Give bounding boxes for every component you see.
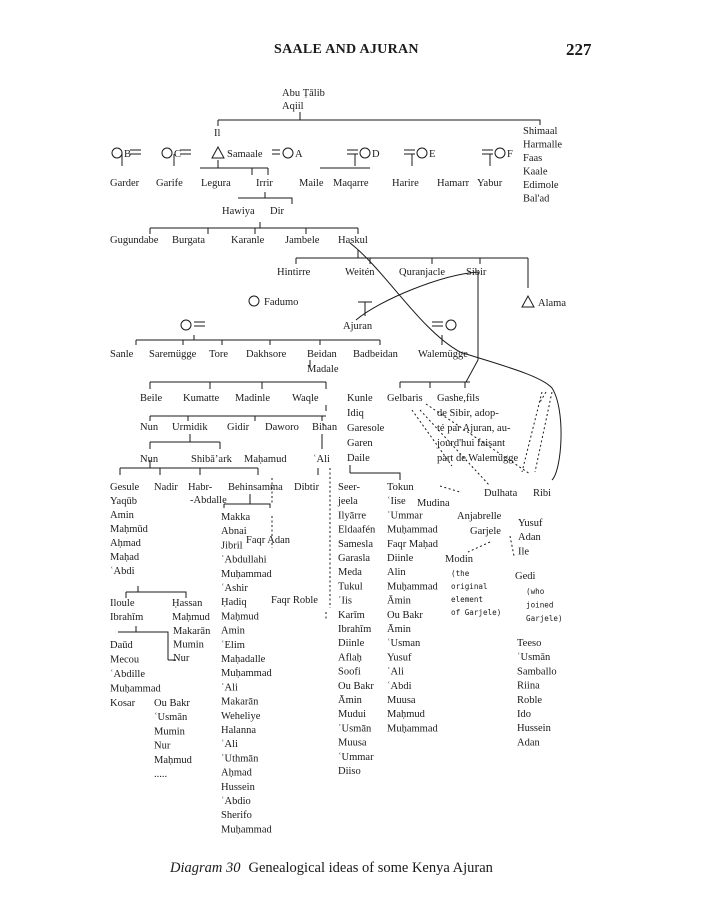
name-tokun-4: Faqr Maḥad	[387, 538, 439, 550]
name-tokun-8: Āmin	[387, 595, 411, 607]
label-e: E	[429, 149, 436, 160]
name-gedi-sons-5: Ido	[517, 709, 531, 720]
label-madale: Madale	[307, 364, 339, 375]
name-gedi-note-2: Garjele)	[526, 614, 563, 623]
name-tokun-15: Muusa	[387, 695, 416, 706]
name-modin-note-2: element	[451, 595, 484, 604]
label-samaale: Samaale	[227, 149, 263, 160]
label-bihan: Biħan	[312, 422, 338, 433]
column-gedi-sons	[517, 638, 557, 748]
name-modin-note-0: (the	[451, 569, 470, 578]
label-anjabrelle: Anjabrelle	[457, 511, 502, 522]
column-makaran	[173, 626, 211, 664]
name-nun-sons-0: Gesule	[110, 482, 140, 493]
name-tokun-17: Muḥammad	[387, 723, 438, 735]
name-gedi-note-1: joined	[526, 600, 554, 610]
name-kunle-2: Garesole	[347, 423, 385, 434]
label-nadir: Nadir	[154, 482, 178, 493]
label-gedi: Gedi	[515, 571, 536, 582]
label-legura: Legura	[201, 178, 231, 189]
name-nun-sons-1: Yaqūb	[110, 496, 137, 507]
name-kunle-1: Idiq	[347, 408, 364, 419]
column-nun-sons	[110, 482, 149, 577]
name-ibrahim-sons-2: ʿAbdille	[110, 669, 145, 680]
column-ribi-sons	[518, 518, 543, 557]
name-makka-16: ʿAli	[221, 739, 238, 751]
label-faqr-roble: Faqr Roble	[271, 595, 318, 606]
label-daworo: Daworo	[265, 422, 299, 433]
label-ii: Il	[214, 128, 221, 139]
label-gelbaris: Gelbaris	[387, 393, 423, 404]
name-makka-17: ʿUthmān	[221, 753, 259, 765]
name-tokun-2: ʿUmmar	[387, 510, 423, 522]
name-seerjeela-4: Samesla	[338, 538, 373, 550]
label-urmidik: Urmidik	[172, 422, 208, 433]
name-seerjeela-18: Muusa	[338, 737, 367, 749]
name-gedi-sons-1: ʿUsmān	[517, 652, 551, 664]
name-kunle-4: Daile	[347, 453, 370, 464]
name-ribi-0: Yusuf	[518, 518, 543, 529]
name-nun-sons-6: ʿAbdi	[110, 566, 135, 577]
name-nun-sons-5: Maḥad	[110, 552, 140, 563]
name-makka-1: Abnai	[221, 526, 247, 538]
figure-caption	[170, 860, 493, 877]
name-makaran-0: Makarān	[173, 626, 211, 637]
column-modin-note	[451, 569, 501, 617]
name-seerjeela-2: Ilyārre	[338, 510, 366, 522]
caption-text: Genealogical ideas of some Kenya Ajuran	[248, 860, 493, 876]
label-ibrahim: Ibrahīm	[110, 612, 144, 623]
name-shimaal-4: Edimole	[523, 180, 559, 191]
label-b: B	[124, 149, 132, 160]
page-number: 227	[566, 40, 592, 59]
name-gedi-sons-6: Hussein	[517, 723, 551, 735]
label-walemugge: Walemügge	[418, 349, 468, 360]
name-makka-10: Maḥadalle	[221, 654, 266, 665]
name-seerjeela-19: ʿUmmar	[338, 751, 374, 763]
label-mahmud-h: Maḥmud	[172, 612, 210, 623]
caption-label: Diagram 30	[170, 860, 241, 876]
label-kumatte: Kumatte	[183, 393, 220, 404]
name-seerjeela-11: Diinle	[338, 638, 365, 650]
name-makka-21: Sherifo	[221, 810, 252, 822]
name-gashe-note-4: part de Walemügge	[437, 453, 519, 464]
label-behinsamma: Behinsamma	[228, 482, 283, 493]
label-maile: Maile	[299, 178, 324, 189]
label-dulhata: Dulhata	[484, 488, 518, 499]
label-garjele: Garjele	[470, 526, 501, 537]
name-seerjeela-20: Diiso	[338, 766, 361, 777]
label-haskul: Haskul	[338, 235, 368, 246]
name-gashe-note-2: té par Ajuran, au-	[437, 423, 511, 434]
label-jambele: Jambele	[285, 235, 320, 246]
label-maqarre: Maqarre	[333, 178, 369, 189]
label-hintirre: Hintirre	[277, 267, 311, 278]
label-burgata: Burgata	[172, 235, 206, 246]
name-tokun-13: ʿAli	[387, 666, 404, 678]
label-nun-2: Nun	[140, 454, 159, 465]
name-gedi-sons-0: Teeso	[517, 638, 542, 649]
name-makka-11: Muḥammad	[221, 668, 272, 680]
name-seerjeela-7: Tukul	[338, 581, 363, 593]
name-makka-13: Makarān	[221, 696, 259, 708]
label-hawiya: Hawiya	[222, 206, 255, 217]
label-sanle: Sanle	[110, 349, 134, 360]
label-quranjacle: Quranjacle	[399, 267, 446, 278]
name-gedi-sons-4: Roble	[517, 694, 543, 706]
label-iloule: Iloule	[110, 598, 135, 609]
label-harire: Harire	[392, 178, 419, 189]
label-c: C	[174, 149, 182, 160]
label-mahamud: Maḥamud	[244, 454, 287, 465]
name-makka-22: Muḥammad	[221, 824, 272, 836]
name-shimaal-1: Harmalle	[523, 139, 563, 151]
label-habr: Habr-	[188, 482, 213, 493]
name-kunle-0: Kunle	[347, 393, 373, 404]
column-makka	[221, 512, 272, 835]
name-seerjeela-0: Seer-	[338, 482, 360, 493]
column-kunle	[347, 393, 385, 464]
name-seerjeela-14: Ou Bakr	[338, 680, 374, 692]
name-seerjeela-15: Āmin	[338, 695, 362, 706]
name-kunle-3: Garen	[347, 438, 373, 449]
name-nun-sons-3: Maḥmūd	[110, 524, 148, 535]
name-modin-note-1: original	[451, 582, 488, 591]
running-header: SAALE AND AJURAN	[274, 42, 419, 57]
name-nur-line-1: ʿUsmān	[154, 712, 188, 724]
name-makka-5: ʿAshir	[221, 583, 248, 594]
column-gedi-note	[526, 587, 563, 623]
name-tokun-9: Ou Bakr	[387, 609, 423, 621]
name-makka-14: Weheliye	[221, 710, 261, 722]
name-seerjeela-10: Ibrahīm	[338, 624, 372, 635]
name-gedi-sons-3: Riina	[517, 680, 540, 692]
label-irrir: Irrir	[256, 178, 273, 189]
label-tore: Tore	[209, 349, 229, 360]
name-tokun-6: Alin	[387, 567, 406, 579]
label-ajuran: Ajuran	[343, 321, 373, 332]
name-seerjeela-16: Mudui	[338, 709, 367, 721]
label-saremugge: Saremügge	[149, 349, 197, 360]
name-makka-15: Halanna	[221, 725, 256, 736]
name-nun-sons-4: Aḥmad	[110, 538, 141, 549]
label-yabur: Yabur	[477, 178, 503, 189]
label-hamarr: Hamarr	[437, 178, 470, 189]
label-aqiil: Aqiil	[282, 101, 304, 112]
name-tokun-10: Āmin	[387, 624, 411, 635]
name-gedi-note-0: (who	[526, 587, 545, 596]
name-makka-19: Hussein	[221, 781, 255, 793]
name-ribi-1: Adan	[518, 532, 541, 544]
name-ribi-2: Ile	[518, 546, 530, 558]
label-nun-1: Nun	[140, 422, 159, 433]
column-nur-line	[154, 698, 193, 780]
name-makka-6: Ḥadiq	[221, 597, 247, 609]
label-weiten: Weitén	[345, 267, 375, 278]
name-seerjeela-9: Karīm	[338, 609, 365, 621]
name-nur-line-0: Ou Bakr	[154, 698, 190, 709]
name-tokun-0: Tokun	[387, 482, 414, 493]
name-makka-9: ʿElim	[221, 639, 245, 651]
label-garder: Garder	[110, 178, 140, 189]
label-ribi: Ribi	[533, 488, 552, 499]
column-seerjeela	[337, 482, 376, 777]
label-madinle: Madinle	[235, 393, 270, 404]
name-seerjeela-1: jeela	[338, 496, 358, 508]
label-f: F	[507, 149, 513, 160]
name-makka-0: Makka	[221, 512, 251, 523]
label-abdalle: -Abdalle	[190, 495, 227, 506]
name-makaran-1: Mumin	[173, 639, 204, 651]
name-tokun-1: ʿIise	[387, 496, 406, 508]
label-gidir: Gidir	[227, 422, 250, 433]
name-seerjeela-5: Garasla	[338, 553, 371, 564]
name-ibrahim-sons-4: Kosar	[110, 698, 136, 709]
name-tokun-16: Maḥmud	[387, 709, 425, 721]
column-gashe-note	[436, 393, 519, 464]
name-makka-4: Muḥammad	[221, 568, 272, 580]
label-shibaark: Shibāʼark	[191, 454, 232, 465]
label-alama: Alama	[538, 298, 566, 309]
name-gashe-note-3: jourd'hui faisant	[437, 438, 506, 449]
name-nur-line-3: Nur	[154, 740, 171, 752]
label-d: D	[372, 149, 380, 160]
name-seerjeela-3: Eldaafén	[338, 524, 376, 536]
label-dir: Dir	[270, 206, 284, 217]
name-tokun-12: Yusuf	[387, 652, 412, 664]
name-ibrahim-sons-3: Muḥammad	[110, 683, 161, 695]
name-tokun-7: Muḥammad	[387, 581, 438, 593]
name-shimaal-5: Bal'ad	[523, 193, 550, 205]
name-makka-8: Amin	[221, 625, 245, 637]
name-makka-12: ʿAli	[221, 682, 238, 694]
name-tokun-11: ʿUsman	[387, 638, 421, 650]
name-gedi-sons-2: Samballo	[517, 666, 557, 678]
name-shimaal-0: Shimaal	[523, 126, 558, 137]
name-shimaal-2: Faas	[523, 153, 543, 164]
label-abu-talib: Abu Ṭālib	[282, 88, 325, 99]
label-ali-top: ʿAli	[313, 454, 330, 465]
name-gedi-sons-7: Adan	[517, 737, 540, 749]
column-shimaal	[523, 126, 562, 205]
name-shimaal-3: Kaale	[523, 166, 548, 178]
name-makka-3: ʿAbdullahi	[221, 554, 267, 566]
name-modin-note-3: of Garjele)	[451, 608, 502, 617]
name-nur-line-2: Mumin	[154, 726, 185, 738]
name-makka-2: Jibril	[221, 540, 243, 552]
column-tokun	[387, 482, 439, 734]
name-seerjeela-8: ʿIis	[338, 595, 352, 607]
label-dibtir: Dibtir	[294, 482, 320, 493]
name-gashe-note-0: Gashe,fils	[437, 393, 480, 404]
label-a: A	[295, 149, 303, 160]
label-modin: Modin	[445, 554, 474, 565]
name-nun-sons-2: Amin	[110, 510, 134, 521]
name-tokun-3: Muḥammad	[387, 524, 438, 536]
label-badbeidan: Badbeidan	[353, 349, 398, 360]
name-seerjeela-17: ʿUsmān	[338, 723, 372, 735]
label-mudina: Mudina	[417, 498, 450, 509]
name-nur-line-5: .....	[154, 769, 168, 780]
label-beidan: Beidan	[307, 349, 337, 360]
label-waqle: Waqle	[292, 393, 319, 404]
name-ibrahim-sons-1: Mecou	[110, 654, 140, 666]
label-karanle: Karanle	[231, 235, 265, 246]
name-makaran-2: Nur	[173, 653, 190, 664]
name-nur-line-4: Maḥmud	[154, 754, 192, 766]
name-seerjeela-12: Aflaḥ	[338, 652, 362, 664]
name-ibrahim-sons-0: Daūd	[110, 640, 133, 651]
name-tokun-5: Diinle	[387, 553, 414, 564]
label-garife: Garife	[156, 178, 183, 189]
label-faqr-adan: Faqr Adan	[246, 535, 291, 546]
name-makka-18: Aḥmad	[221, 767, 252, 779]
label-hassan: Ḥassan	[172, 598, 203, 609]
name-makka-7: Maḥmud	[221, 611, 259, 623]
label-fadumo: Fadumo	[264, 297, 299, 308]
name-seerjeela-6: Meda	[338, 567, 362, 579]
label-beile: Beile	[140, 393, 163, 404]
label-sibir: Sibir	[466, 267, 487, 278]
name-gashe-note-1: de Sibir, adop-	[437, 408, 499, 419]
label-dakhsore: Dakhsore	[246, 349, 287, 360]
name-seerjeela-13: Soofi	[338, 666, 361, 678]
name-makka-20: ʿAbdio	[221, 796, 251, 807]
label-gugundabe: Gugundabe	[110, 235, 159, 246]
name-tokun-14: ʿAbdi	[387, 680, 412, 692]
